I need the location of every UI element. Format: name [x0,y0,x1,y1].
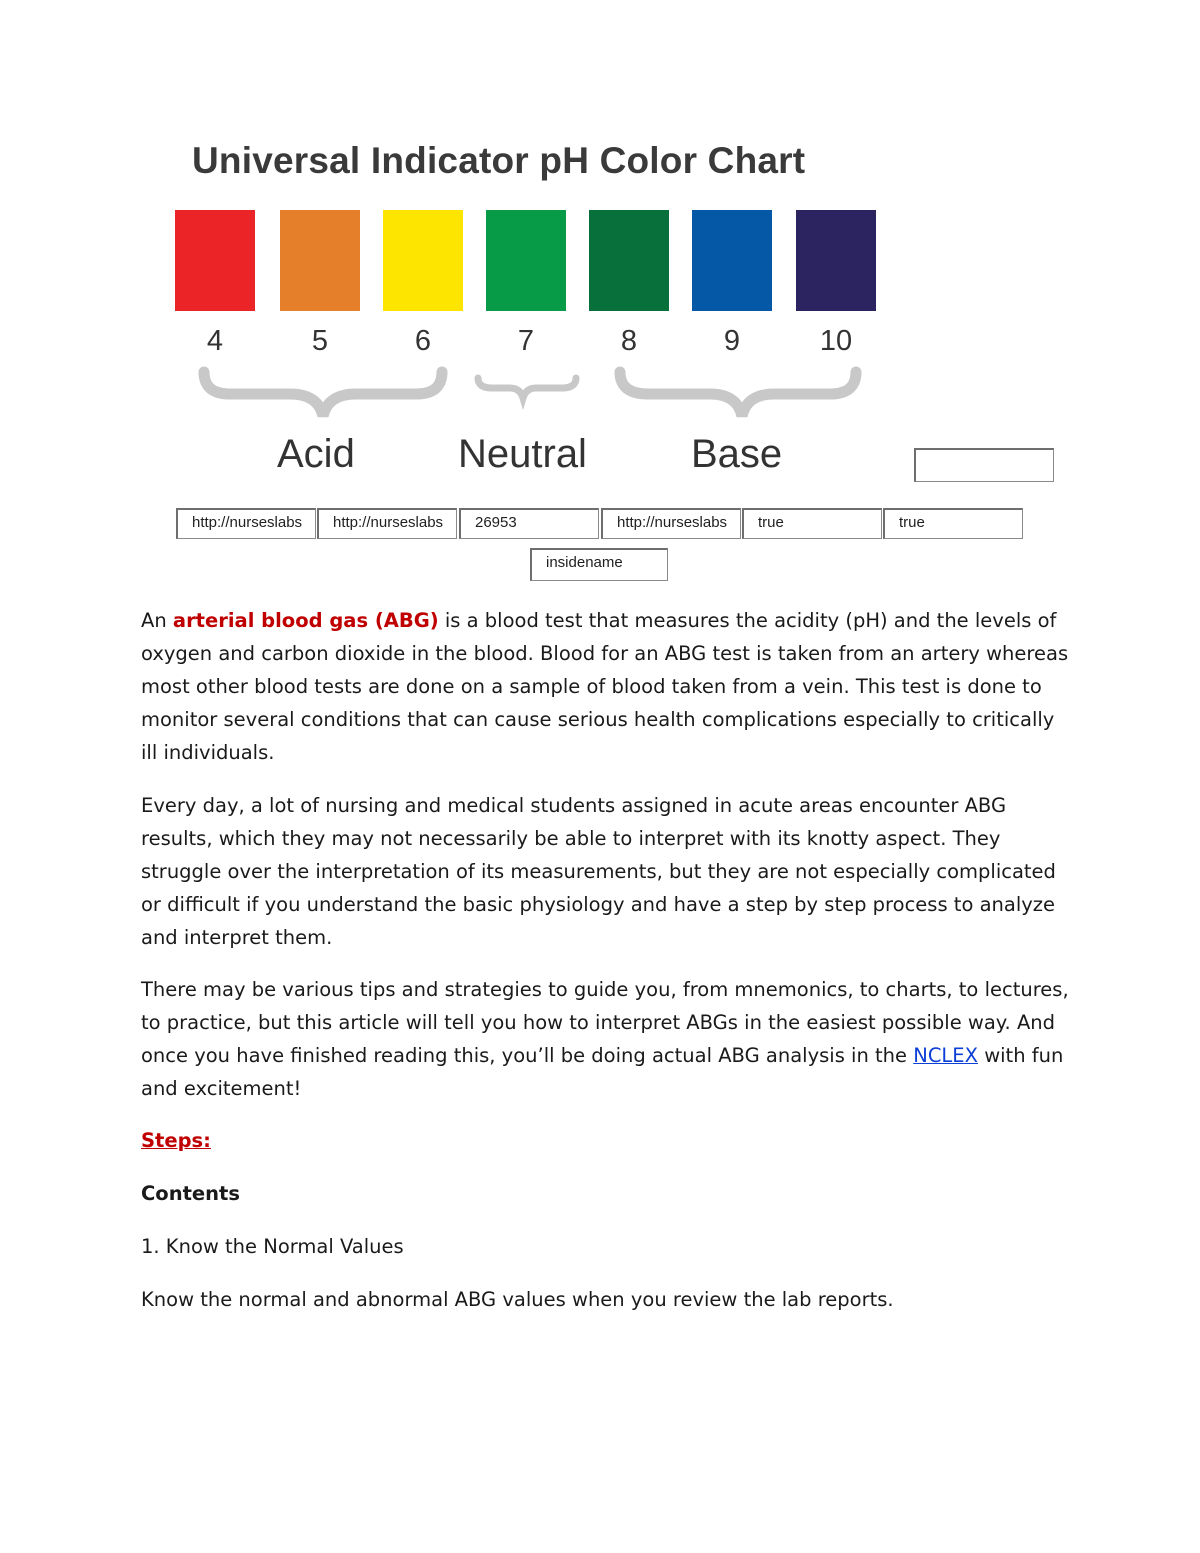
form-field-2[interactable]: http://nurseslabs [317,508,457,539]
form-field-4[interactable]: http://nurseslabs [601,508,741,539]
strategies-paragraph [141,973,1071,1105]
ph-swatch-10 [796,210,876,311]
ph-label: 10 [819,325,853,357]
ph-swatch-4 [175,210,255,311]
base-brace [620,372,856,416]
form-field-1[interactable]: http://nurseslabs [176,508,316,539]
step-1-description: Know the normal and abnormal ABG values when you review the lab reports. [141,1288,894,1311]
intro-text: is a blood test that measures the acidity (pH) and the levels of oxygen and carbon dioxide in the blood. Blood for an ABG test is taken from an artery whereas most other blood tests are done on a sample of blood taken from a vein. This test is done to monitor several conditions that can cause serious health complications especially to critically ill individuals. [141,609,1069,764]
ph-label: 9 [723,325,741,357]
group-braces [190,362,870,432]
acid-brace [204,372,442,416]
ph-swatch-6 [383,210,463,311]
ph-swatch-7 [486,210,566,311]
ph-label: 6 [414,325,432,357]
ph-swatch-9 [692,210,772,311]
ph-label: 7 [517,325,535,357]
strategies-text: There may be various tips and strategies to guide you, from mnemonics, to charts, to lectures, to practice, but this article will tell you how to interpret ABGs in the easiest possible way. And once you have finished reading this, you’ll be doing actual ABG analysis in the [141,978,1069,1067]
ph-swatch-8 [589,210,669,311]
strategies-tail: with fun and excitement! [141,1044,1064,1100]
intro-prefix: An [141,609,167,632]
ph-label: 5 [311,325,329,357]
intro-paragraph [141,604,1071,769]
blank-field[interactable] [914,448,1054,482]
ph-label: 8 [620,325,638,357]
abg-term: arterial blood gas (ABG) [172,609,439,632]
students-paragraph: Every day, a lot of nursing and medical students assigned in acute areas encounter ABG results, which they may not necessarily be able to interpret with its knotty aspect. They struggle over the interpretation of its measurements, but they are not especially complicated or difficult if you understand the basic physiology and have a step by step process to analyze and interpret them. [141,794,1056,949]
neutral-label: Neutral [458,432,587,476]
acid-label: Acid [277,432,355,476]
form-field-5[interactable]: true [742,508,882,539]
form-field-6[interactable]: true [883,508,1023,539]
chart-title: Universal Indicator pH Color Chart [192,140,806,181]
neutral-brace [478,378,576,398]
steps-heading: Steps: [141,1129,211,1152]
nclex-link[interactable]: NCLEX [913,1044,978,1067]
base-label: Base [691,432,783,476]
ph-swatch-5 [280,210,360,311]
insidename-field[interactable]: insidename [530,548,668,581]
ph-label: 4 [206,325,224,357]
contents-heading: Contents [141,1182,240,1205]
step-1-heading: 1. Know the Normal Values [141,1235,404,1258]
form-field-3[interactable]: 26953 [459,508,599,539]
